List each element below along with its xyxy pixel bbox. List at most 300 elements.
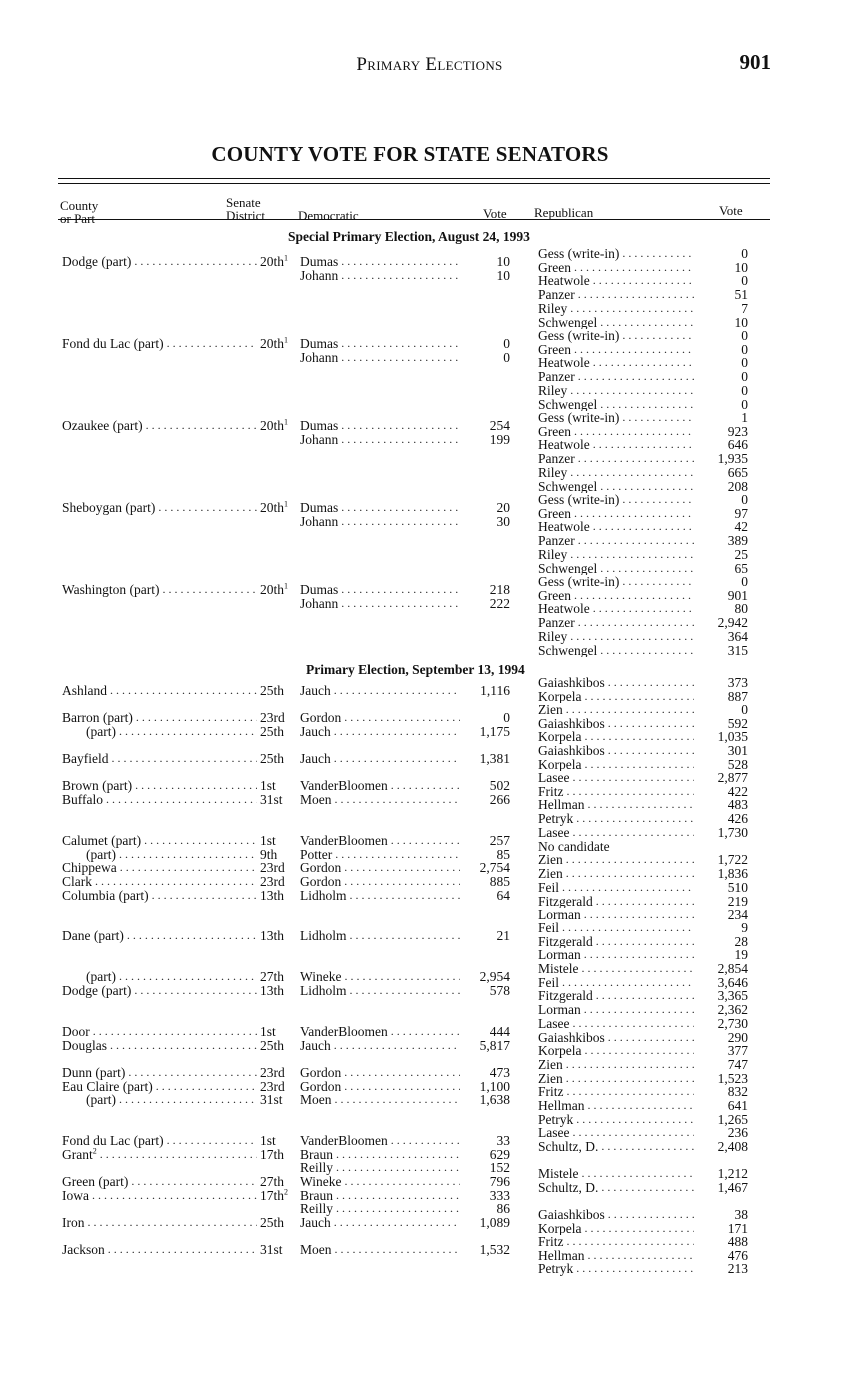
democratic-candidate: [300, 583, 510, 597]
dot-leader: [570, 466, 694, 480]
senate-district: 25th: [260, 1215, 285, 1230]
candidate-name-wrap: [538, 717, 700, 731]
senate-district: 1st: [260, 778, 276, 793]
candidate-name: Moen: [300, 1243, 332, 1257]
dot-leader: [582, 1167, 695, 1181]
senate-district: 23rd: [260, 710, 285, 725]
dot-leader: [576, 1113, 694, 1127]
candidate-vote: 2,408: [717, 1138, 748, 1154]
candidate-name-wrap: [538, 302, 700, 316]
candidate-vote: 473: [489, 1065, 510, 1080]
candidate-vote: 152: [489, 1160, 510, 1176]
dot-leader: [341, 433, 460, 447]
candidate-name: Gaiashkibos: [538, 1030, 605, 1045]
candidate-name-wrap: [538, 1140, 700, 1154]
candidate-vote: 0: [741, 273, 748, 289]
dot-leader: [334, 684, 460, 698]
candidate-name-wrap: [300, 1148, 466, 1162]
page-title: COUNTY VOTE FOR STATE SENATORS: [211, 142, 609, 166]
county-row: [62, 337, 320, 351]
candidate-vote: 901: [727, 587, 748, 603]
candidate-name-wrap: [538, 744, 700, 758]
candidate-name-wrap: [538, 1222, 700, 1236]
senate-district: 17th: [260, 1146, 285, 1162]
dot-leader: [336, 1189, 460, 1203]
county-row: [62, 725, 320, 739]
dot-leader: [341, 597, 460, 611]
dot-leader: [128, 1066, 257, 1080]
candidate-name: Schwengel: [538, 479, 598, 494]
dot-leader: [600, 480, 694, 494]
dot-leader: [600, 562, 694, 576]
senate-district: 1st: [260, 1133, 276, 1148]
candidate-vote: 33: [496, 1133, 510, 1148]
candidate-name-wrap: [538, 1003, 700, 1017]
candidate-name-wrap: [300, 433, 466, 447]
dot-leader: [588, 798, 695, 812]
candidate-name: Gess (write-in): [538, 411, 620, 425]
candidate-vote: 25: [734, 546, 748, 562]
republican-cell: [538, 575, 748, 657]
county-name: Sheboygan (part): [62, 500, 156, 515]
candidate-vote: 19: [734, 947, 748, 963]
democratic-candidate: [300, 1189, 510, 1203]
senate-district: $20th^1$: [260, 253, 289, 269]
republican-candidate: [538, 438, 748, 452]
county-name: Douglas: [62, 1037, 107, 1053]
candidate-name: Potter: [300, 847, 333, 862]
candidate-name-wrap: [538, 261, 700, 275]
county-name: Chippewa: [62, 860, 117, 876]
candidate-name-wrap: [300, 597, 466, 611]
candidate-name-wrap: [538, 329, 700, 343]
county-row: [62, 1080, 320, 1094]
col-county-header: County or Part: [60, 198, 99, 226]
republican-candidate: [538, 370, 748, 384]
candidate-vote: 1,722: [717, 852, 748, 868]
dot-leader: [344, 875, 460, 889]
dot-leader: [146, 419, 257, 433]
candidate-name: VanderBloomen: [300, 1025, 388, 1039]
candidate-name-wrap: [538, 826, 700, 840]
county-name: Ashland: [62, 683, 107, 698]
candidate-vote: 592: [727, 715, 748, 731]
democratic-cell: [300, 711, 510, 738]
dot-leader: [578, 452, 694, 466]
candidate-name: Schultz, D.: [538, 1180, 599, 1195]
dot-leader: [576, 1262, 694, 1276]
candidate-name: Feil: [538, 975, 560, 990]
candidate-vote: 528: [727, 756, 748, 772]
dot-leader: [593, 602, 694, 616]
candidate-name-wrap: [300, 711, 466, 725]
republican-candidate: [538, 771, 748, 785]
candidate-name-wrap: [538, 690, 700, 704]
candidate-name: Schwengel: [538, 315, 598, 330]
candidate-name: Lorman: [538, 908, 581, 922]
candidate-name-wrap: [538, 356, 700, 370]
senate-district: $20th^1$: [260, 499, 289, 515]
candidate-name: Panzer: [538, 370, 575, 384]
senate-district: 31st: [260, 1092, 283, 1108]
candidate-vote: 1,467: [717, 1179, 748, 1195]
dot-leader: [596, 895, 694, 909]
candidate-name-wrap: [538, 867, 700, 881]
dot-leader: [596, 989, 694, 1003]
republican-candidate: [538, 534, 748, 548]
senate-district: 13th: [260, 982, 285, 998]
candidate-name-wrap: [538, 1058, 700, 1072]
senate-district: 27th: [260, 969, 285, 984]
candidate-name: Zien: [538, 1058, 563, 1072]
candidate-name-wrap: [538, 785, 700, 799]
republican-candidate: [538, 717, 748, 731]
candidate-name: Lidholm: [300, 929, 347, 943]
democratic-candidate: [300, 1080, 510, 1094]
republican-candidate: [538, 948, 748, 962]
republican-candidate: [538, 384, 748, 398]
dot-leader: [344, 1175, 460, 1189]
republican-candidate: [538, 730, 748, 744]
dot-leader: [622, 247, 694, 261]
dot-leader: [344, 861, 460, 875]
candidate-name-wrap: [300, 684, 466, 698]
candidate-name: Heatwole: [538, 356, 590, 371]
candidate-vote: 65: [734, 560, 748, 576]
county-cell: [62, 501, 320, 515]
senate-district: 25th: [260, 751, 285, 766]
republican-candidate: [538, 630, 748, 644]
candidate-vote: 1,935: [717, 451, 748, 467]
senate-district: 1st: [260, 833, 276, 848]
candidate-name-wrap: [300, 1161, 466, 1175]
dot-leader: [163, 583, 257, 597]
republican-candidate: [538, 1031, 748, 1045]
republican-candidate: [538, 758, 748, 772]
dot-leader: [570, 630, 694, 644]
candidate-name: Riley: [538, 383, 568, 398]
dot-leader: [106, 793, 257, 807]
candidate-vote: 476: [727, 1247, 748, 1263]
democratic-cell: [300, 1243, 510, 1257]
dot-leader: [335, 1093, 461, 1107]
candidate-vote: 578: [489, 982, 510, 998]
democratic-cell: [300, 1216, 510, 1230]
democratic-cell: [300, 583, 510, 610]
top-rule-2: [58, 183, 770, 184]
candidate-name: Dumas: [300, 419, 339, 433]
democratic-candidate: [300, 419, 510, 433]
republican-candidate: [538, 976, 748, 990]
candidate-vote: 30: [496, 513, 510, 529]
col-republican-header: Republican: [534, 205, 594, 220]
democratic-candidate: [300, 875, 510, 889]
candidate-name-wrap: [538, 425, 700, 439]
candidate-vote: 1,265: [717, 1111, 748, 1127]
dot-leader: [391, 1134, 460, 1148]
democratic-candidate: [300, 1025, 510, 1039]
candidate-vote: 290: [727, 1029, 748, 1045]
dot-leader: [574, 425, 694, 439]
dot-leader: [601, 1181, 694, 1195]
county-row: [62, 875, 320, 889]
candidate-name-wrap: [538, 758, 700, 772]
candidate-name-wrap: [300, 419, 466, 433]
candidate-name-wrap: [538, 562, 700, 576]
candidate-vote: 222: [489, 595, 510, 611]
candidate-name: Braun: [300, 1147, 333, 1162]
candidate-vote: 2,877: [717, 770, 748, 785]
candidate-vote: 199: [489, 431, 510, 447]
dot-leader: [167, 337, 257, 351]
candidate-vote: 796: [489, 1174, 510, 1189]
candidate-name: Lasee: [538, 1017, 570, 1031]
candidate-name: Zien: [538, 853, 563, 868]
candidate-name-wrap: [538, 771, 700, 785]
dot-leader: [567, 1235, 695, 1249]
democratic-candidate: [300, 984, 510, 998]
county-cell: [62, 419, 320, 433]
dot-leader: [156, 1080, 257, 1094]
dot-leader: [584, 908, 694, 922]
candidate-name: Jauch: [300, 1038, 331, 1053]
senate-district: 23rd: [260, 1065, 285, 1080]
candidate-name-wrap: [300, 351, 466, 365]
candidate-name: Wineke: [300, 970, 342, 984]
republican-candidate: [538, 676, 748, 690]
candidate-name-wrap: [300, 861, 466, 875]
county-cell: [62, 1134, 320, 1161]
candidate-vote: 64: [496, 887, 510, 903]
republican-candidate: [538, 452, 748, 466]
county-cell: [62, 834, 320, 903]
democratic-candidate: [300, 501, 510, 515]
democratic-candidate: [300, 433, 510, 447]
candidate-vote: 488: [727, 1234, 748, 1249]
dot-leader: [578, 370, 694, 384]
democratic-candidate: [300, 255, 510, 269]
candidate-name-wrap: [300, 1189, 466, 1203]
candidate-name-wrap: [538, 935, 700, 949]
candidate-name-wrap: [538, 676, 700, 690]
candidate-name: Riley: [538, 629, 568, 644]
candidate-name: Gordon: [300, 1079, 342, 1094]
candidate-vote: 315: [727, 642, 748, 658]
candidate-vote: 373: [727, 675, 748, 690]
candidate-name: Gordon: [300, 711, 342, 725]
republican-cell: [538, 962, 748, 1017]
dot-leader: [335, 1243, 461, 1257]
democratic-candidate: [300, 1039, 510, 1053]
header-rule: [58, 219, 770, 220]
republican-candidate: [538, 881, 748, 895]
dot-leader: [596, 935, 694, 949]
candidate-name: Gess (write-in): [538, 575, 620, 589]
candidate-name-wrap: [538, 1017, 700, 1031]
democratic-candidate: [300, 1175, 510, 1189]
dot-leader: [576, 812, 694, 826]
candidate-vote: 80: [734, 601, 748, 617]
republican-cell: [538, 703, 748, 744]
candidate-name: Panzer: [538, 534, 575, 548]
candidate-vote: 42: [734, 519, 748, 535]
candidate-name-wrap: [538, 288, 700, 302]
candidate-name: Jauch: [300, 752, 331, 766]
county-name: Clark: [62, 874, 92, 890]
democratic-candidate: [300, 1161, 510, 1175]
county-row: [62, 1066, 320, 1080]
senate-district: 25th: [260, 1037, 285, 1053]
dot-leader: [119, 970, 257, 984]
candidate-name-wrap: [538, 1262, 700, 1276]
candidate-name-wrap: [538, 507, 700, 521]
dot-leader: [566, 867, 694, 881]
candidate-name: Johann: [300, 514, 339, 529]
democratic-candidate: [300, 1066, 510, 1080]
candidate-name: Johann: [300, 596, 339, 611]
candidate-name: VanderBloomen: [300, 779, 388, 793]
candidate-vote: 0: [741, 328, 748, 343]
candidate-name: Schultz, D.: [538, 1139, 599, 1154]
county-name: Grant$^2$: [62, 1146, 97, 1162]
candidate-name: Gaiashkibos: [538, 676, 605, 690]
republican-cell: [538, 1017, 748, 1058]
county-row: [62, 848, 320, 862]
candidate-name: Petryk: [538, 1112, 574, 1127]
candidate-vote: 389: [727, 533, 748, 549]
candidate-name: Dumas: [300, 501, 339, 515]
candidate-name: Fritz: [538, 1235, 564, 1249]
dot-leader: [92, 1189, 257, 1203]
county-name: Dodge (part): [62, 982, 132, 998]
candidate-name: Schwengel: [538, 397, 598, 412]
dot-leader: [341, 515, 460, 529]
candidate-name-wrap: [300, 1039, 466, 1053]
candidate-vote: 51: [734, 287, 748, 303]
republican-candidate: [538, 302, 748, 316]
democratic-cell: [300, 684, 510, 698]
candidate-vote: 213: [727, 1261, 748, 1277]
republican-candidate: [538, 1181, 748, 1195]
candidate-name: Moen: [300, 1093, 332, 1108]
candidate-vote: 1,532: [479, 1242, 510, 1257]
candidate-vote: 7: [741, 300, 748, 316]
county-name: (part): [86, 1092, 116, 1108]
democratic-candidate: [300, 597, 510, 611]
republican-candidate: [538, 1058, 748, 1072]
county-name: (part): [86, 969, 116, 984]
candidate-name: Riley: [538, 301, 568, 316]
candidate-vote: 38: [734, 1207, 748, 1222]
dot-leader: [622, 575, 694, 589]
candidate-name-wrap: [538, 1072, 700, 1086]
candidate-name: Johann: [300, 268, 339, 283]
candidate-name-wrap: [538, 575, 700, 589]
senate-district: 23rd: [260, 1078, 285, 1094]
candidate-name: Heatwole: [538, 520, 590, 535]
dot-leader: [134, 984, 257, 998]
county-name: Green (part): [62, 1174, 129, 1189]
candidate-name-wrap: [300, 1093, 466, 1107]
candidate-vote: 1,730: [717, 825, 748, 840]
candidate-name-wrap: [538, 630, 700, 644]
candidate-name: Heatwole: [538, 438, 590, 453]
candidate-name-wrap: [538, 921, 700, 935]
county-row: [62, 501, 320, 515]
senate-district: $20th^1$: [260, 417, 289, 433]
dot-leader: [572, 1017, 694, 1031]
candidate-name: Fritz: [538, 1085, 564, 1100]
candidate-vote: 3,646: [717, 974, 748, 990]
dot-leader: [622, 329, 694, 343]
county-cell: [62, 1025, 320, 1052]
candidate-vote: 0: [741, 341, 748, 357]
candidate-name-wrap: [300, 929, 466, 943]
footnote-mark: 1: [284, 499, 289, 509]
candidate-vote: 2,362: [717, 1002, 748, 1018]
candidate-name: Petryk: [538, 812, 574, 826]
dot-leader: [572, 826, 694, 840]
republican-candidate: [538, 1262, 748, 1276]
candidate-name-wrap: [300, 848, 466, 862]
democratic-cell: [300, 419, 510, 446]
candidate-vote: 301: [727, 743, 748, 758]
candidate-name-wrap: [538, 398, 700, 412]
dot-leader: [593, 520, 694, 534]
republican-candidate: [538, 480, 748, 494]
candidate-name: Johann: [300, 350, 339, 365]
candidate-name: Lasee: [538, 826, 570, 840]
republican-candidate: [538, 840, 748, 854]
democratic-cell: [300, 501, 510, 528]
candidate-name: Gordon: [300, 1066, 342, 1080]
dot-leader: [572, 1126, 694, 1140]
candidate-vote: 21: [496, 928, 510, 943]
candidate-name: Fritz: [538, 784, 564, 799]
dot-leader: [582, 962, 695, 976]
candidate-name: Green: [538, 506, 571, 521]
republican-candidate: [538, 895, 748, 909]
republican-cell: [538, 921, 748, 962]
candidate-name-wrap: [300, 1175, 466, 1189]
candidate-name-wrap: [300, 501, 466, 515]
democratic-candidate: [300, 848, 510, 862]
republican-candidate: [538, 1085, 748, 1099]
candidate-vote: 257: [489, 833, 510, 848]
dot-leader: [608, 676, 694, 690]
candidate-vote: 1,638: [479, 1092, 510, 1108]
candidate-name-wrap: [300, 970, 466, 984]
candidate-name: VanderBloomen: [300, 834, 388, 848]
candidate-name: Mistele: [538, 962, 579, 976]
col-district-header: Senate District: [226, 195, 265, 223]
republican-candidate: [538, 1099, 748, 1113]
footnote-mark: 1: [284, 335, 289, 345]
candidate-name: Hellman: [538, 1099, 585, 1113]
candidate-vote: 1,523: [717, 1070, 748, 1086]
county-row: [62, 861, 320, 875]
candidate-name-wrap: [538, 520, 700, 534]
candidate-name: Gess (write-in): [538, 493, 620, 507]
dot-leader: [584, 1222, 694, 1236]
democratic-candidate: [300, 889, 510, 903]
candidate-name: Gess (write-in): [538, 247, 620, 261]
candidate-name: VanderBloomen: [300, 1134, 388, 1148]
candidate-name: Wineke: [300, 1175, 342, 1189]
candidate-vote: 646: [727, 437, 748, 453]
democratic-candidate: [300, 515, 510, 529]
republican-candidate: [538, 343, 748, 357]
